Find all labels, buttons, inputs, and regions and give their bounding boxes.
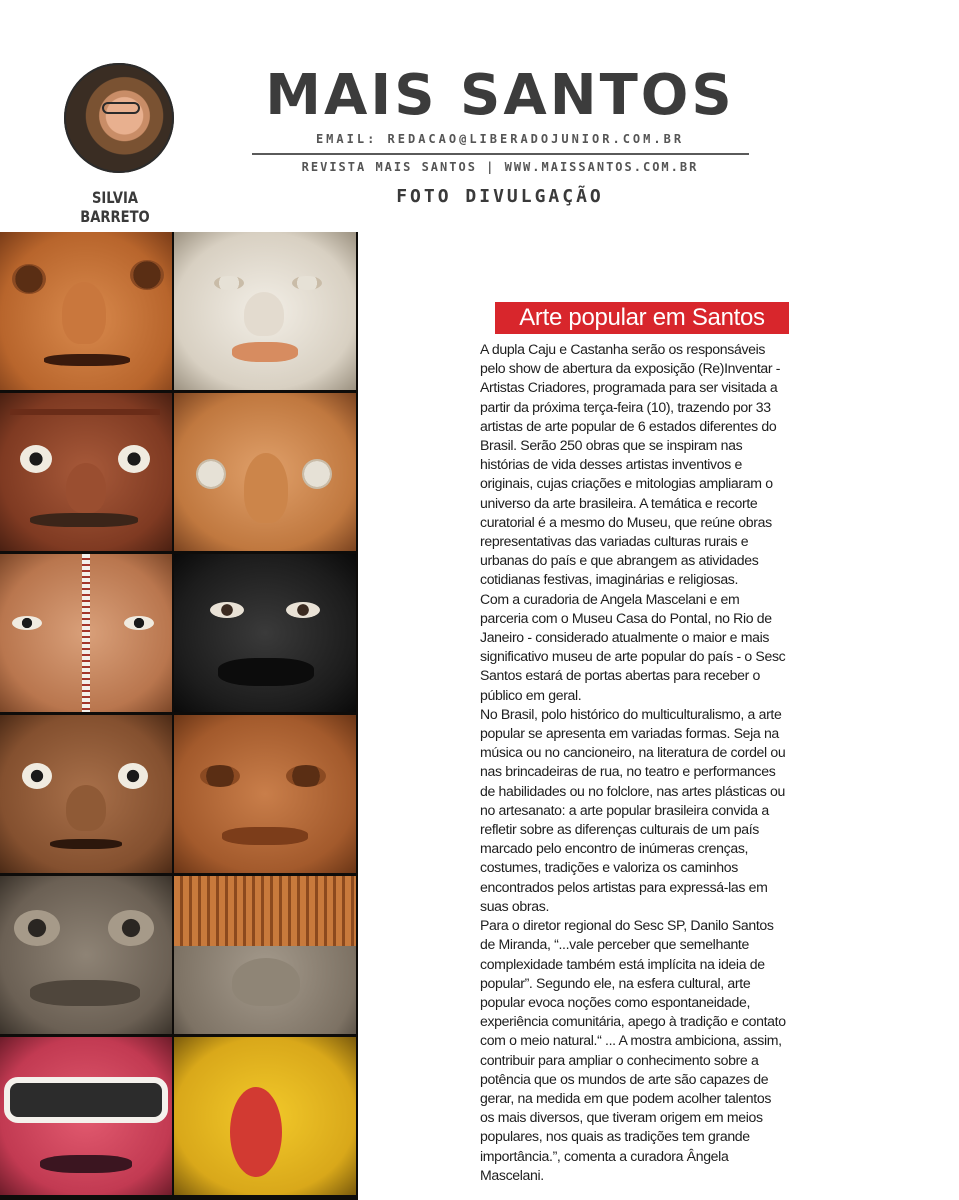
magazine-site-line: REVISTA MAIS SANTOS | WWW.MAISSANTOS.COM.BR — [301, 160, 699, 174]
mask-face-brown-staring — [0, 715, 172, 873]
mask-face-white-ceramic — [174, 232, 356, 390]
article-paragraph: No Brasil, polo histórico do multiculturalismo, a arte popular se apresenta em variadas formas. Seja na música ou no cancioneiro, na literatura de cordel ou nas brincadeiras de rua, no teatro e performances de habilidades ou no folclore, nas artes plásticas ou no artesanato: a arte popular brasileira convida a refletir sobre as diferenças culturais de um país marcado pelo encontro de inúmeras crenças, costumes, tradições e valoriza os caminhos encontrados pelos artistas para expressá-las em suas obras. — [480, 705, 786, 914]
mask-face-furrowed-clay — [0, 393, 172, 551]
header-divider — [252, 153, 749, 155]
avatar-glasses — [102, 102, 140, 114]
mask-face-fringed-hair — [174, 876, 356, 1034]
author-avatar — [64, 63, 174, 173]
mask-face-beaded-zipper — [0, 554, 172, 712]
mask-face-carved-wood — [174, 715, 356, 873]
contact-email: EMAIL: REDACAO@LIBERADOJUNIOR.COM.BR — [315, 132, 685, 146]
mask-face-ochre-blank-eyes — [174, 393, 356, 551]
article-paragraph: Para o diretor regional do Sesc SP, Danilo Santos de Miranda, “...vale perceber que semelhante complexidade também está implícita na ideia de popular”. Segundo ele, na esfera cultural, arte popular evoca noções como espontaneidade, experiência comunitária, apego à tradição e contato com o meio natural.“ ... A mostra ambiciona, assim, contribuir para ampliar o conhecimento sobre a potência que os mundos de arte são capazes de gerar, na medida em que podem acolher talentos os mais diversos, que tiveram origem em meios populares, nos quais as tradições tem grande importância.”, comenta a curadora Ângela Mascelani. — [480, 917, 786, 1183]
author-name: SILVIA BARRETO — [80, 188, 150, 226]
article-title: Arte popular em Santos — [495, 302, 789, 334]
article-body — [480, 340, 788, 1185]
mask-photo-mosaic — [0, 232, 358, 1200]
mask-face-yellow-red-nose — [174, 1037, 356, 1195]
photo-credit: FOTO DIVULGAÇÃO — [396, 186, 604, 207]
mask-face-clay-orange — [0, 232, 172, 390]
mask-face-grey-stone — [0, 876, 172, 1034]
masthead-title: MAIS SANTOS — [265, 63, 735, 128]
mask-face-pink-sunglasses — [0, 1037, 172, 1195]
article-paragraph: A dupla Caju e Castanha serão os responsáveis pelo show de abertura da exposição (Re)Inventar - Artistas Criadores, programada para ser visitada a partir da próxima terça-feira (10), trazendo por 33 artistas de arte popular de 6 estados diferentes do Brasil. Serão 250 obras que se inspiram nas histórias de vida desses artistas inventivos e originais, cujas criações e mitologias ampliaram o universo da arte brasileira. A temática e recorte curatorial é a mesmo do Museu, que reúne obras representativas das variadas culturas rurais e urbanas do país e que abrangem as atividades cotidianas festivas, imaginárias e religiosas. — [480, 341, 781, 588]
article-paragraph: Com a curadoria de Angela Mascelani e em parceria com o Museu Casa do Pontal, no Rio de Janeiro - considerado atualmente o maior e mais significativo museu de arte popular do país - o Sesc Santos estará de portas abertas para receber o público em geral. — [480, 590, 786, 703]
mask-face-black-wood — [174, 554, 356, 712]
page-header — [0, 0, 959, 232]
